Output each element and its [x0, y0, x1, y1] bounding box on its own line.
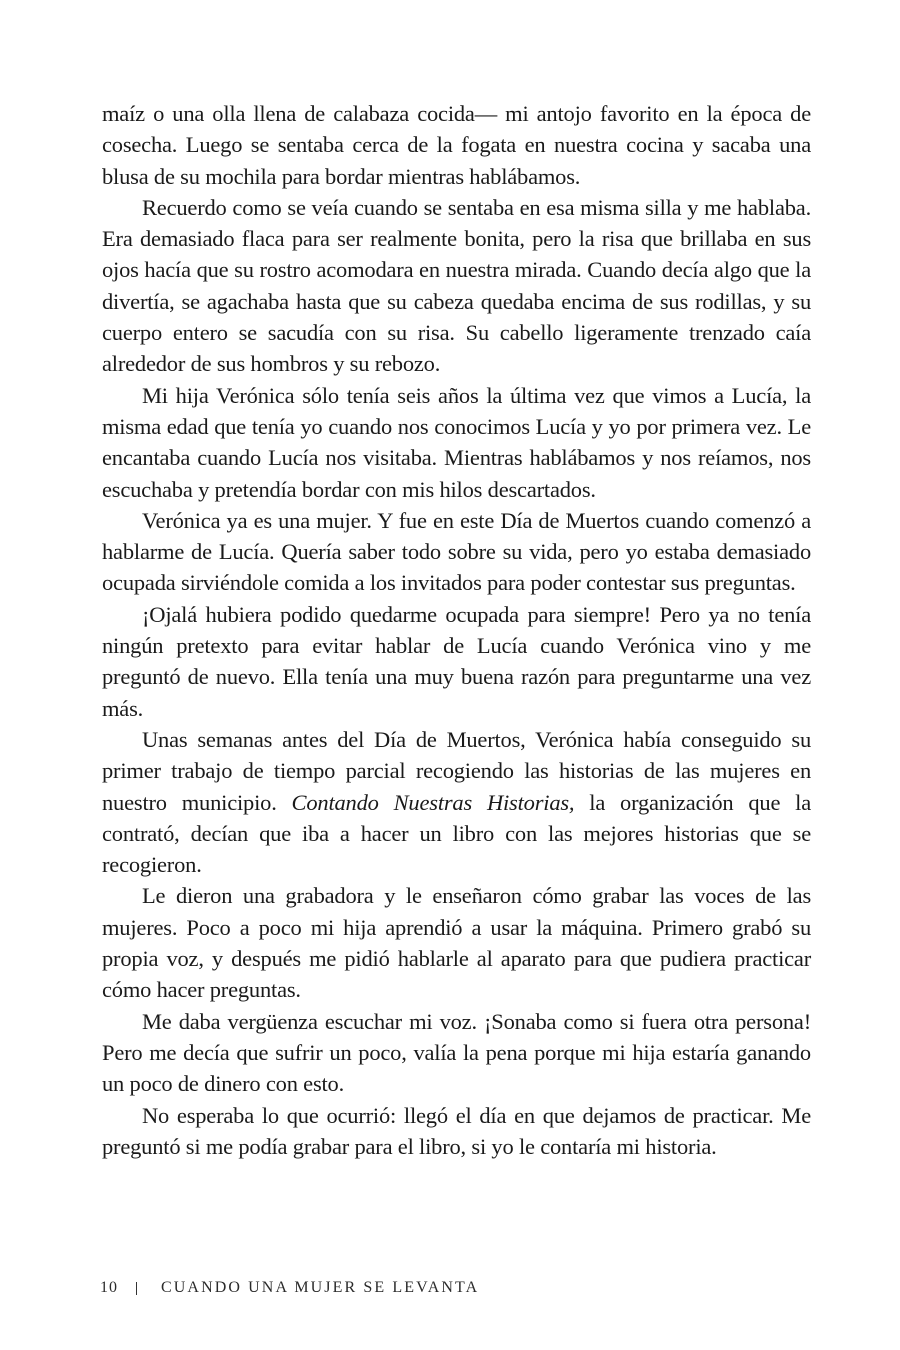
running-title: CUANDO UNA MUJER SE LEVANTA [161, 1279, 480, 1296]
paragraph-1: maíz o una olla llena de calabaza cocida— mi antojo favorito en la época de cosecha. Luego se sentaba cerca de la fogata en nuestra cocina y sacaba una blusa de su mochila para bordar mientras hablábamos. [102, 101, 811, 189]
organization-name-italic: Contando Nuestras Historias, [291, 789, 575, 815]
paragraph-2: Recuerdo como se veía cuando se sentaba en esa misma silla y me hablaba. Era demasiado flaca para ser realmente bonita, pero la risa que brillaba en sus ojos hacía que su rostro acomodara en nuestra mirada. Cuando decía algo que la divertía, se agachaba hasta que su cabeza quedaba encima de sus rodillas, y su cuerpo entero se sacudía con su risa. Su cabello ligeramente trenzado caía alrededor de sus hombros y su rebozo. [102, 194, 811, 377]
paragraph-9: No esperaba lo que ocurrió: llegó el día en que dejamos de practicar. Me preguntó si me podía grabar para el libro, si yo le contaría mi historia. [102, 1102, 811, 1159]
page-body [102, 98, 811, 1162]
paragraph-6-text-before: Unas semanas antes del Día de Muertos, Verónica había conseguido su primer trabajo de tiempo parcial recogiendo las historias de las mujeres en nuestro municipio. [102, 726, 811, 815]
paragraph-5: ¡Ojalá hubiera podido quedarme ocupada para siempre! Pero ya no tenía ningún pretexto para evitar hablar de Lucía cuando Verónica vino y me preguntó de nuevo. Ella tenía una muy buena razón para preguntarme una vez más. [102, 601, 811, 721]
paragraph-8: Me daba vergüenza escuchar mi voz. ¡Sonaba como si fuera otra persona! Pero me decía que sufrir un poco, valía la pena porque mi hija estaría ganando un poco de dinero con esto. [102, 1008, 811, 1097]
page-number: 10 [100, 1279, 118, 1296]
paragraph-6-text-after: la organización que la contrató, decían que iba a hacer un libro con las mejores historias que se recogieron. [102, 789, 811, 878]
footer-separator [136, 1282, 137, 1295]
paragraph-4: Verónica ya es una mujer. Y fue en este Día de Muertos cuando comenzó a hablarme de Lucía. Quería saber todo sobre su vida, pero yo estaba demasiado ocupada sirviéndole comida a los invitados para poder contestar sus preguntas. [102, 507, 811, 596]
paragraph-6 [102, 724, 811, 880]
paragraph-3: Mi hija Verónica sólo tenía seis años la última vez que vimos a Lucía, la misma edad que tenía yo cuando nos conocimos Lucía y yo por primera vez. Le encantaba cuando Lucía nos visitaba. Mientras hablábamos y nos reíamos, nos escuchaba y pretendía bordar con mis hilos descartados. [102, 382, 811, 502]
paragraph-7: Le dieron una grabadora y le enseñaron cómo grabar las voces de las mujeres. Poco a poco mi hija aprendió a usar la máquina. Primero grabó su propia voz, y después me pidió hablarle al aparato para que pudiera practicar cómo hacer preguntas. [102, 883, 811, 1003]
page-footer [100, 1279, 479, 1297]
